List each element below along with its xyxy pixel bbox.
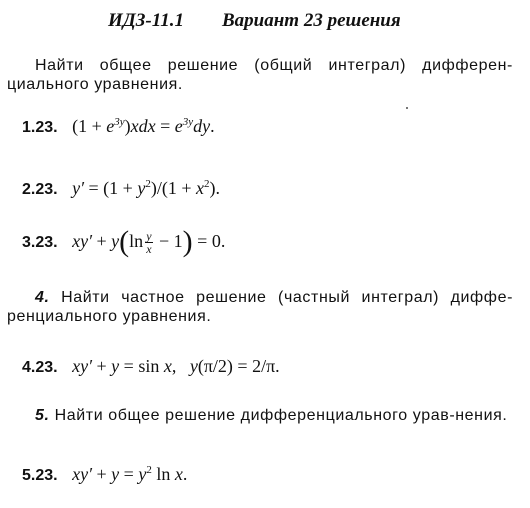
problem-2-equation: $y' = (1 + y^2)/(1 + x^2)$. [72,178,220,198]
variant-title: Вариант 23 решения [222,10,401,31]
section-4-instruction [7,288,513,326]
problem-1-number: 1.23. [22,119,58,136]
section-1-text: Найти общее решение (общий интеграл) дифферен-циального уравнения. [7,57,513,93]
problem-5 [22,464,187,485]
section-4-text: Найти частное решение (частный интеграл) диффе-ренциального уравнения. [7,289,513,325]
section-1-instruction [7,56,513,94]
section-5-instruction [7,406,513,425]
problem-5-number: 5.23. [22,467,58,484]
problem-5-equation: $xy' + y = y^2$ ln x. [72,464,188,484]
assignment-code: ИДЗ-11.1 [108,10,184,31]
problem-2-number: 2.23. [22,181,58,198]
section-5-text: Найти общее решение дифференциального урав-нения. [54,407,508,424]
problem-1-equation: $(1 + e^{3y})xdx = e^{3y}dy$. [72,116,215,136]
problem-4 [22,356,280,377]
scan-speck [406,107,408,109]
problem-4-number: 4.23. [22,359,58,376]
page-header [0,10,530,36]
section-4-number: 4. [35,289,50,306]
problem-4-equation: xy′ + y = sin x, y(π/2) = 2/π. [72,356,280,376]
section-5-number: 5. [35,407,50,424]
problem-3-equation: xy′ + y(ln $\frac{y}{x}$ − 1) = 0. [72,224,226,258]
problem-1 [22,116,215,137]
problem-2 [22,178,220,199]
problem-3-number: 3.23. [22,233,58,251]
problem-3 [22,224,226,258]
